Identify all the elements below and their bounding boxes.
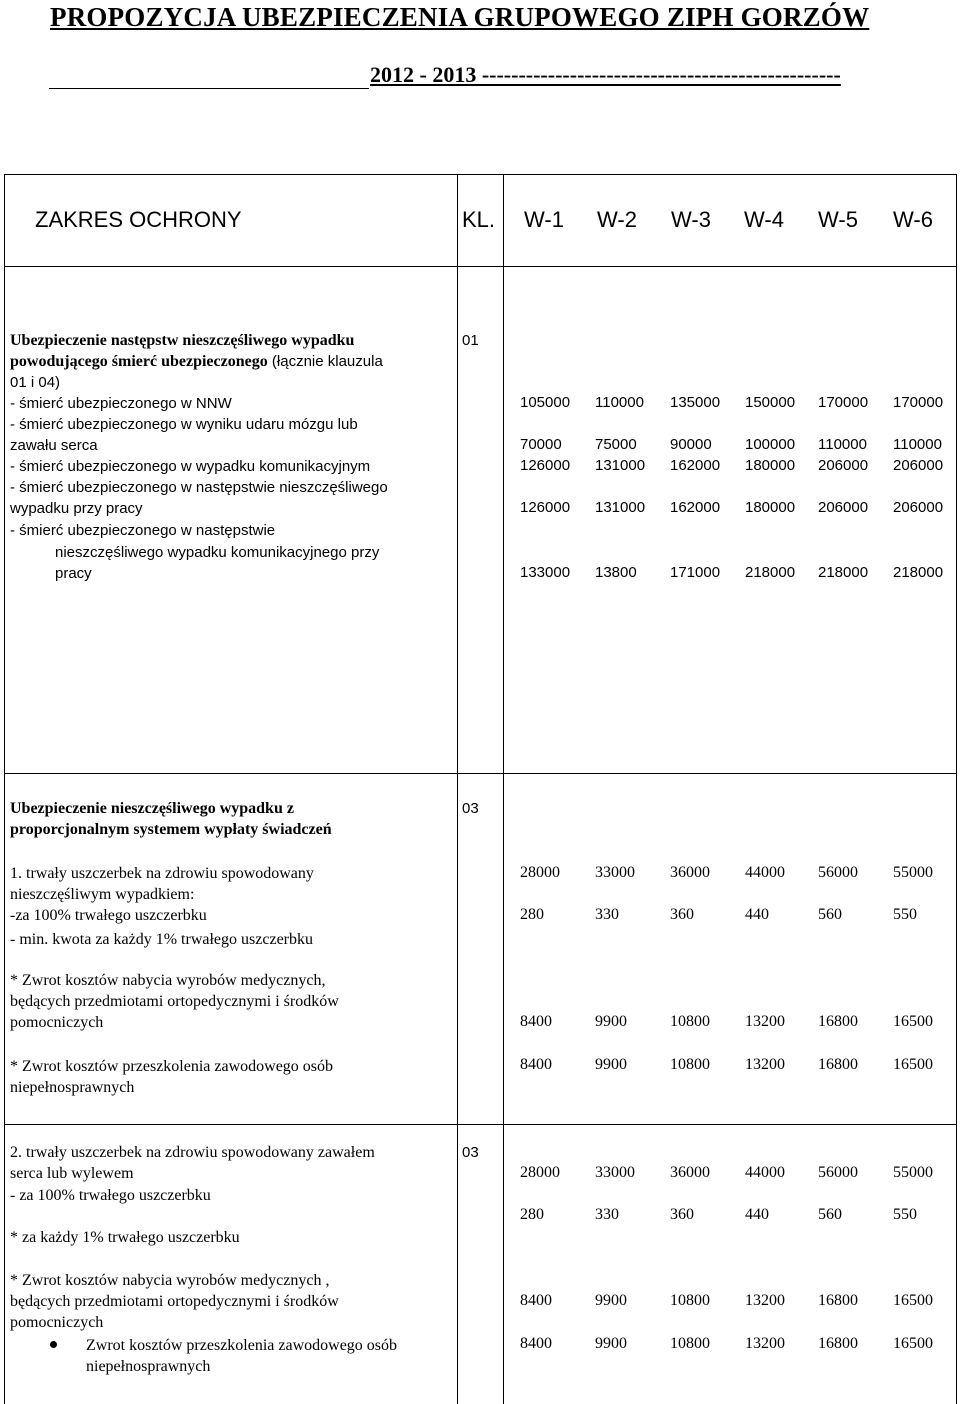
- section3-values-pct-w6: 550: [893, 1206, 917, 1223]
- section3-refund2-line2: niepełnosprawnych: [86, 1358, 211, 1375]
- document-title: PROPOZYCJA UBEZPIECZENIA GRUPOWEGO ZIPH GORZÓW: [50, 2, 870, 32]
- section1-item4-line1: - śmierć ubezpieczonego w następstwie nieszczęśliwego: [10, 479, 388, 496]
- section1-item1-value-w4: 150000: [745, 394, 796, 411]
- section1-item3-line1: - śmierć ubezpieczonego w wypadku komunikacyjnym: [10, 458, 371, 475]
- section1-item1-value-w6: 170000: [893, 394, 944, 411]
- variant-header-2: W-2: [597, 207, 637, 232]
- section1-item4-value-w5: 206000: [818, 499, 869, 516]
- section3-refund1-line2: będących przedmiotami ortopedycznymi i środków: [10, 1293, 339, 1310]
- bullet-icon: [50, 1341, 57, 1348]
- section3-refund2-line1: Zwrot kosztów przeszkolenia zawodowego osób: [86, 1337, 398, 1354]
- section1-item3-value-w1: 126000: [520, 457, 571, 474]
- section1-item2-value-w5: 110000: [818, 436, 867, 453]
- section2-refund2-values-w1: 8400: [520, 1056, 552, 1073]
- section3-values-full-w3: 36000: [670, 1164, 710, 1181]
- section1-item2-value-w1: 70000: [520, 436, 562, 453]
- variant-header-4: W-4: [744, 207, 784, 232]
- section1-item2-value-w3: 90000: [670, 436, 712, 453]
- section2-refund1-values-w3: 10800: [670, 1013, 710, 1030]
- section3-values-full-w2: 33000: [595, 1164, 635, 1181]
- section1-item3-value-w6: 206000: [893, 457, 944, 474]
- section2-refund1-line2: będących przedmiotami ortopedycznymi i środków: [10, 993, 339, 1010]
- section1-item2-line1: - śmierć ubezpieczonego w wyniku udaru mózgu lub: [10, 416, 358, 433]
- section2-refund1-values-w1: 8400: [520, 1013, 552, 1030]
- section1-item5-value-w2: 13800: [595, 564, 637, 581]
- section3-refund1-values-w2: 9900: [595, 1292, 627, 1309]
- section2-item1-values-full-w3: 36000: [670, 864, 710, 881]
- section3-refund1-values-w3: 10800: [670, 1292, 710, 1309]
- section2-refund2-values-w6: 16500: [893, 1056, 933, 1073]
- variant-header-1: W-1: [524, 207, 564, 232]
- variant-header-6: W-6: [893, 207, 933, 232]
- section2-item1-values-pct-w6: 550: [893, 906, 917, 923]
- section3-values-pct-w5: 560: [818, 1206, 842, 1223]
- section2-item1-line3: -za 100% trwałego uszczerbku: [10, 907, 207, 924]
- section2-item1-values-pct-w5: 560: [818, 906, 842, 923]
- section1-item1-value-w2: 110000: [595, 394, 644, 411]
- section1-item5-value-w4: 218000: [745, 564, 796, 581]
- variant-header-5: W-5: [818, 207, 858, 232]
- section2-item1-line2: nieszczęśliwym wypadkiem:: [10, 886, 195, 903]
- section2-item1-values-pct-w1: 280: [520, 906, 544, 923]
- section2-item1-values-full-w1: 28000: [520, 864, 560, 881]
- section2-refund1-values-w5: 16800: [818, 1013, 858, 1030]
- section2-item1-values-full-w4: 44000: [745, 864, 785, 881]
- section1-item5-value-w6: 218000: [893, 564, 944, 581]
- section3-refund2-values-w5: 16800: [818, 1335, 858, 1352]
- section1-item4-value-w4: 180000: [745, 499, 796, 516]
- section1-item1-value-w1: 105000: [520, 394, 571, 411]
- section2-refund1-values-w6: 16500: [893, 1013, 933, 1030]
- section3-refund1-values-w5: 16800: [818, 1292, 858, 1309]
- section1-item4-line2: wypadku przy pracy: [10, 500, 143, 517]
- section3-values-full-w4: 44000: [745, 1164, 785, 1181]
- section3-values-full-w5: 56000: [818, 1164, 858, 1181]
- section2-refund2-values-w2: 9900: [595, 1056, 627, 1073]
- section2-title-line2: proporcjonalnym systemem wypłaty świadczeń: [10, 821, 332, 838]
- section3-refund1-line1: * Zwrot kosztów nabycia wyrobów medycznych ,: [10, 1272, 330, 1289]
- section1-item4-value-w2: 131000: [595, 499, 646, 516]
- section3-refund1-values-w1: 8400: [520, 1292, 552, 1309]
- section1-item5-value-w1: 133000: [520, 564, 571, 581]
- section2-item1-values-pct-w3: 360: [670, 906, 694, 923]
- section3-line3: - za 100% trwałego uszczerbku: [10, 1187, 211, 1204]
- section1-item2-value-w2: 75000: [595, 436, 637, 453]
- variant-header-3: W-3: [671, 207, 711, 232]
- section1-title-line2-wrap: [10, 351, 383, 372]
- section3-values-pct-w1: 280: [520, 1206, 544, 1223]
- section1-item1-value-w5: 170000: [818, 394, 869, 411]
- section3-values-pct-w3: 360: [670, 1206, 694, 1223]
- section2-refund2-line1: * Zwrot kosztów przeszkolenia zawodowego osób: [10, 1058, 334, 1075]
- section2-item1-line4: - min. kwota za każdy 1% trwałego uszczerbku: [10, 931, 313, 948]
- section2-refund1-values-w2: 9900: [595, 1013, 627, 1030]
- section1-item5-value-w3: 171000: [670, 564, 721, 581]
- section2-item1-values-full-w6: 55000: [893, 864, 933, 881]
- section1-title-suffix: (łącznie klauzula: [267, 353, 383, 370]
- section3-values-full-w6: 55000: [893, 1164, 933, 1181]
- section2-item1-values-full-w5: 56000: [818, 864, 858, 881]
- section3-line2: serca lub wylewem: [10, 1165, 134, 1182]
- section2-refund1-values-w4: 13200: [745, 1013, 785, 1030]
- section1-item1-line1: - śmierć ubezpieczonego w NNW: [10, 395, 232, 412]
- section1-item4-value-w3: 162000: [670, 499, 721, 516]
- section1-item4-value-w6: 206000: [893, 499, 944, 516]
- section2-item1-line1: 1. trwały uszczerbek na zdrowiu spowodowany: [10, 865, 314, 882]
- section2-refund1-line3: pomocniczych: [10, 1014, 104, 1031]
- section1-item2-value-w6: 110000: [893, 436, 942, 453]
- section3-refund2-values-w1: 8400: [520, 1335, 552, 1352]
- section1-item3-value-w5: 206000: [818, 457, 869, 474]
- section1-item3-value-w2: 131000: [595, 457, 646, 474]
- section3-line1: 2. trwały uszczerbek na zdrowiu spowodowany zawałem: [10, 1144, 375, 1161]
- section3-values-pct-w4: 440: [745, 1206, 769, 1223]
- section3-values-pct-w2: 330: [595, 1206, 619, 1223]
- section1-item3-value-w4: 180000: [745, 457, 796, 474]
- section2-item1-values-full-w2: 33000: [595, 864, 635, 881]
- section3-line4: * za każdy 1% trwałego uszczerbku: [10, 1229, 240, 1246]
- section1-item5-line1: - śmierć ubezpieczonego w następstwie: [10, 522, 276, 539]
- section1-class: 01: [462, 332, 479, 349]
- section3-refund1-values-w4: 13200: [745, 1292, 785, 1309]
- section3-refund2-values-w2: 9900: [595, 1335, 627, 1352]
- section3-refund1-values-w6: 16500: [893, 1292, 933, 1309]
- section1-item4-value-w1: 126000: [520, 499, 571, 516]
- section3-refund2-values-w4: 13200: [745, 1335, 785, 1352]
- section1-title-line2: powodującego śmierć ubezpieczonego: [10, 353, 268, 370]
- section2-title-line1: Ubezpieczenie nieszczęśliwego wypadku z: [10, 800, 294, 817]
- section3-class: 03: [462, 1144, 479, 1161]
- section1-item2-value-w4: 100000: [745, 436, 796, 453]
- section2-refund2-values-w4: 13200: [745, 1056, 785, 1073]
- section1-item1-value-w3: 135000: [670, 394, 721, 411]
- section2-item1-values-pct-w4: 440: [745, 906, 769, 923]
- section1-item5-value-w5: 218000: [818, 564, 869, 581]
- section2-refund1-line1: * Zwrot kosztów nabycia wyrobów medycznych,: [10, 972, 326, 989]
- section2-item1-values-pct-w2: 330: [595, 906, 619, 923]
- section2-class: 03: [462, 800, 479, 817]
- class-header: KL.: [462, 207, 496, 232]
- years-range: 2012 - 2013 -------------------------------------------------: [370, 62, 841, 87]
- section1-item3-value-w3: 162000: [670, 457, 721, 474]
- section3-refund2-values-w3: 10800: [670, 1335, 710, 1352]
- section2-refund2-values-w5: 16800: [818, 1056, 858, 1073]
- section1-item5-line2: nieszczęśliwego wypadku komunikacyjnego przy: [55, 544, 380, 561]
- section1-title-line3: 01 i 04): [10, 374, 61, 391]
- section3-refund1-line3: pomocniczych: [10, 1314, 104, 1331]
- section2-refund2-values-w3: 10800: [670, 1056, 710, 1073]
- section1-title-line1: Ubezpieczenie następstw nieszczęśliwego wypadku: [10, 332, 355, 349]
- section1-item2-line2: zawału serca: [10, 437, 98, 454]
- section2-refund2-line2: niepełnosprawnych: [10, 1079, 135, 1096]
- section3-values-full-w1: 28000: [520, 1164, 560, 1181]
- section1-item5-line3: pracy: [55, 565, 92, 582]
- scope-header: ZAKRES OCHRONY: [35, 207, 242, 232]
- section3-refund2-values-w6: 16500: [893, 1335, 933, 1352]
